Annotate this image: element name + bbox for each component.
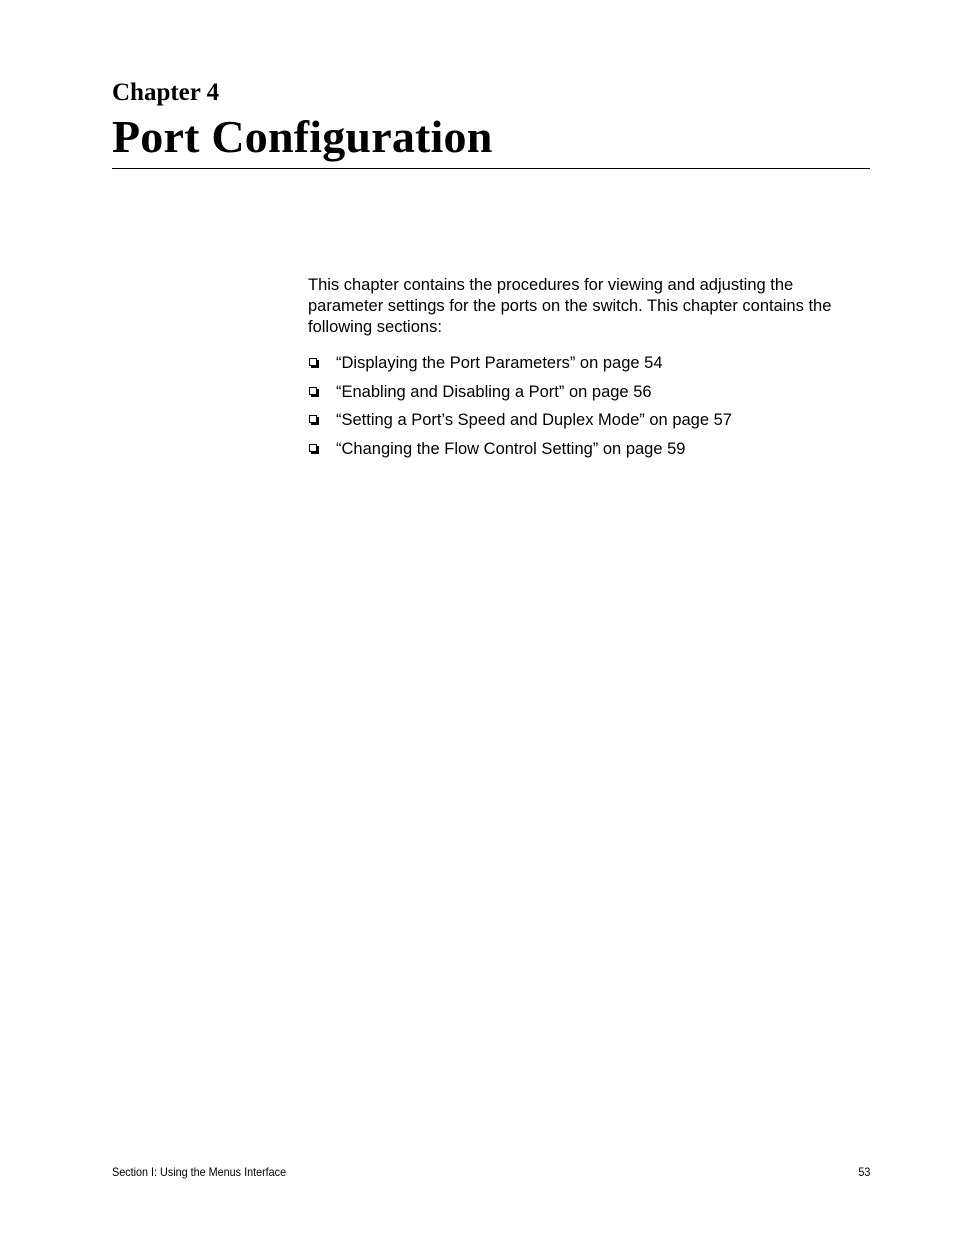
title-divider [112, 168, 870, 169]
list-item[interactable] [308, 381, 870, 410]
section-list [308, 352, 870, 466]
section-link[interactable]: “Changing the Flow Control Setting” on page 59 [336, 439, 686, 458]
intro-paragraph: This chapter contains the procedures for viewing and adjusting the parameter settings for the ports on the switch. This chapter contains the following sections: [308, 276, 832, 336]
list-item[interactable] [308, 438, 870, 467]
checkbox-bullet-icon [309, 415, 317, 423]
section-link[interactable]: “Enabling and Disabling a Port” on page 56 [336, 382, 652, 401]
checkbox-bullet-icon [309, 444, 317, 452]
checkbox-bullet-icon [309, 387, 317, 395]
footer-page-number: 53 [857, 1165, 870, 1179]
footer-section-name: Section I: Using the Menus Interface [112, 1165, 287, 1179]
list-item[interactable] [308, 352, 870, 381]
list-item[interactable] [308, 409, 870, 438]
section-link[interactable]: “Setting a Port’s Speed and Duplex Mode” on page 57 [336, 411, 732, 429]
checkbox-bullet-icon [309, 358, 317, 366]
page-title: Port Configuration [112, 111, 493, 162]
section-link[interactable]: “Displaying the Port Parameters” on page 54 [336, 354, 663, 372]
chapter-label: Chapter 4 [112, 79, 220, 106]
